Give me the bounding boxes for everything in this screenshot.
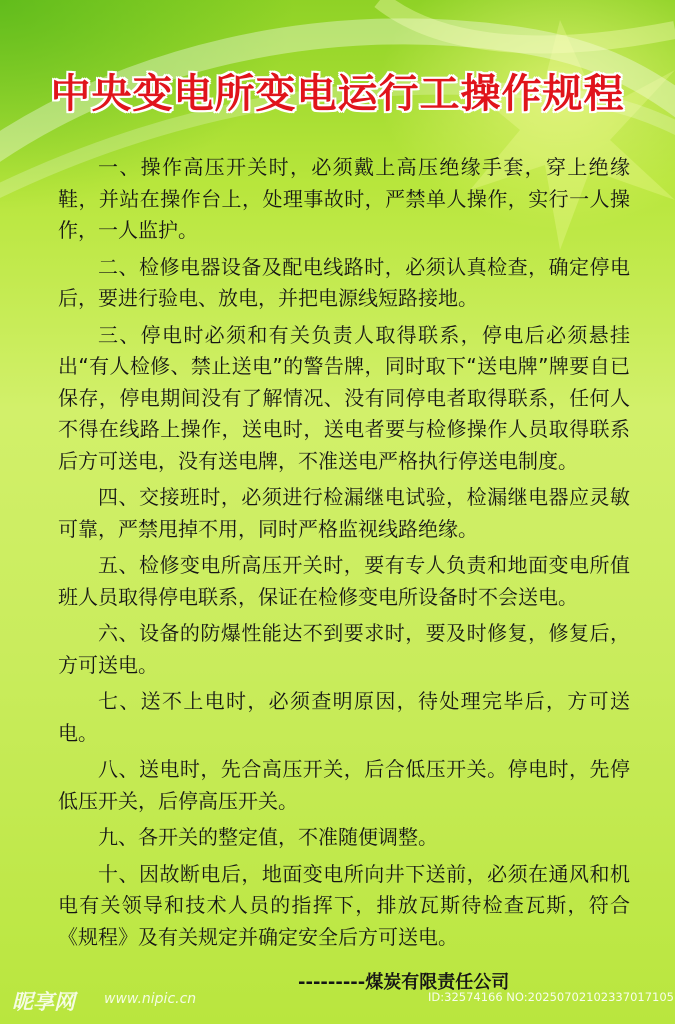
- rule-7: 七、送不上电时，必须查明原因，待处理完毕后，方可送电。: [58, 689, 630, 745]
- company-signature: ---------煤炭有限责任公司: [298, 972, 510, 993]
- rule-8: 八、送电时，先合高压开关，后合低压开关。停电时，先停低压开关，后停高压开关。: [58, 757, 630, 813]
- rule-9: 九、各开关的整定值，不准随便调整。: [98, 825, 438, 849]
- page-title: 中央变电所变电运行工操作规程: [50, 71, 625, 117]
- rule-2: 二、检修电器设备及配电线路时，必须认真检查，确定停电后，要进行验电、放电，并把电源线短路接地。: [58, 254, 630, 310]
- rule-6: 六、设备的防爆性能达不到要求时，要及时修复，修复后，方可送电。: [58, 621, 630, 677]
- rule-5: 五、检修变电所高压开关时，要有专人负责和地面变电所值班人员取得停电联系，保证在检修变电所设备时不会送电。: [58, 553, 630, 609]
- rule-3: 三、停电时必须和有关负责人取得联系，停电后必须悬挂出“有人检修、禁止送电”的警告牌，同时取下“送电牌”牌要自已保存，停电期间没有了解情况、没有同停电者取得联系，任何人不得在线路上操作，送电时，送电者要与检修操作人员取得联系后方可送电，没有送电牌，不准送电严格执行停送电制度。: [58, 322, 630, 473]
- watermark-logo: 昵享网: [12, 990, 75, 1014]
- rules-list: [58, 152, 630, 958]
- rule-10: 十、因故断电后，地面变电所向井下送前，必须在通风和机电有关领导和技术人员的指挥下，排放瓦斯待检查瓦斯，符合《规程》及有关规定并确定安全后方可送电。: [58, 861, 630, 949]
- rule-4: 四、交接班时，必须进行检漏继电试验，检漏继电器应灵敏可靠，严禁甩掉不用，同时严格监视线路绝缘。: [58, 485, 630, 541]
- watermark-id: ID:32574166 NO:20250702102337017105: [428, 990, 674, 1004]
- rule-1: 一、操作高压开关时，必须戴上高压绝缘手套，穿上绝缘鞋，并站在操作台上，处理事故时，严禁单人操作，实行一人操作，一人监护。: [58, 155, 630, 242]
- watermark-url: www.nipic.cn: [104, 991, 197, 1007]
